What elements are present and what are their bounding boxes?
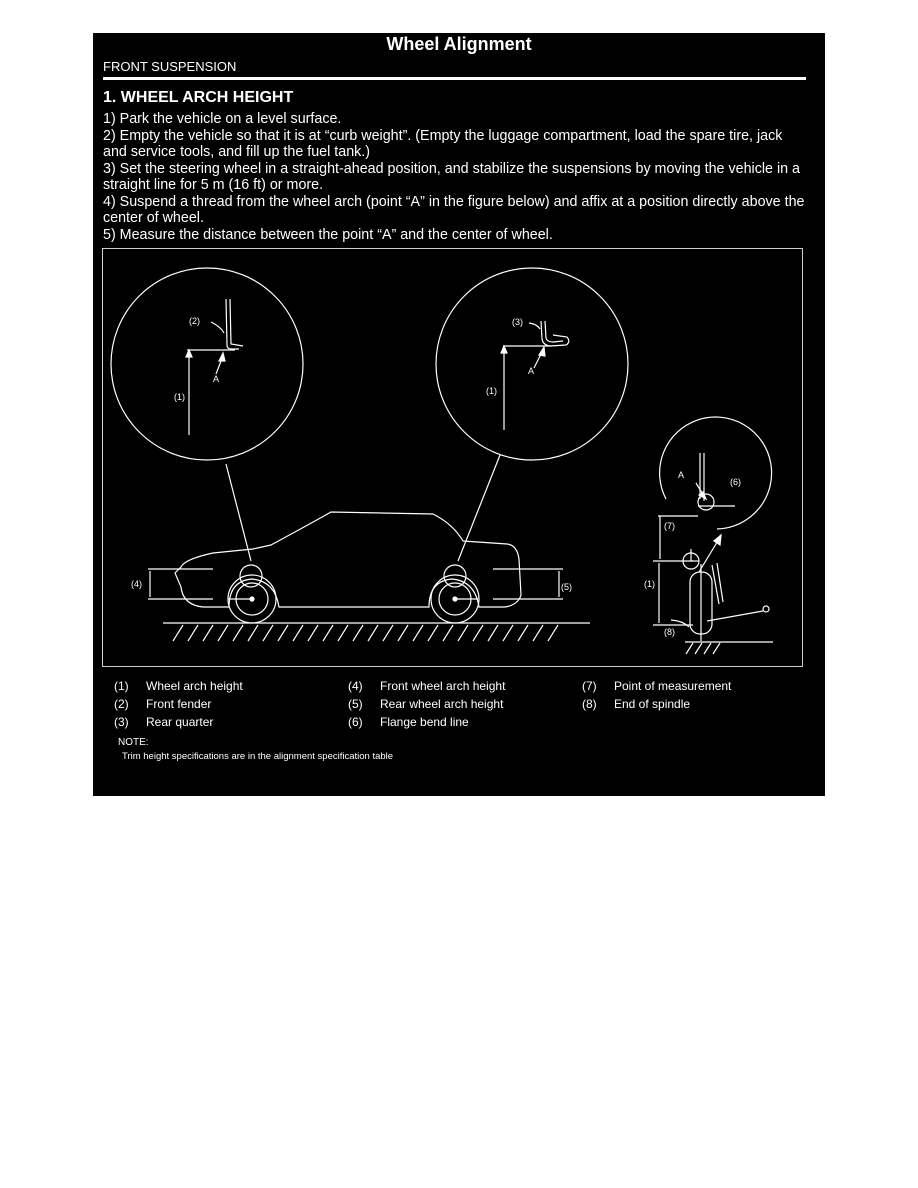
legend-item	[114, 713, 213, 731]
step-5: 5) Measure the distance between the point “A” and the center of wheel.	[103, 226, 553, 243]
label-a-rear: A	[528, 366, 535, 376]
wheel-arch-figure	[102, 248, 803, 667]
note-label: NOTE:	[118, 737, 149, 748]
label-front-fender: (2)	[189, 316, 200, 326]
legend-num: (3)	[114, 715, 129, 729]
spindle-detail-circle	[660, 417, 772, 529]
label-a-front: A	[213, 374, 220, 384]
step-4: 4) Suspend a thread from the wheel arch (point “A” in the figure below) and affix at a position directly above the center of wheel.	[103, 193, 805, 226]
legend-num: (8)	[582, 697, 597, 711]
legend-num: (7)	[582, 679, 597, 693]
legend-item	[348, 695, 503, 713]
step-1: 1) Park the vehicle on a level surface.	[103, 111, 342, 127]
legend-item	[348, 713, 469, 731]
legend-num: (6)	[348, 715, 363, 729]
header-divider	[103, 77, 806, 80]
label-rear-quarter: (3)	[512, 317, 523, 327]
front-detail-circle	[111, 268, 303, 460]
wheel-arch-diagram	[103, 249, 802, 666]
legend-item	[582, 695, 690, 713]
step-3: 3) Set the steering wheel in a straight-ahead position, and stabilize the suspensions by moving the vehicle in a straight line for 5 m (16 ft) or more.	[103, 160, 800, 193]
legend-label: Rear quarter	[146, 715, 214, 729]
front-fender-profile	[226, 299, 239, 349]
legend-label: Rear wheel arch height	[380, 697, 504, 711]
label-a-detail: A	[678, 470, 685, 480]
document-panel	[93, 33, 825, 796]
legend-label: Front wheel arch height	[380, 679, 506, 693]
label-front-arch-height: (4)	[131, 579, 142, 589]
legend-item	[114, 677, 243, 695]
legend-label: Point of measurement	[614, 679, 732, 693]
label-point-of-measurement: (7)	[664, 521, 675, 531]
label-end-of-spindle: (8)	[664, 627, 675, 637]
legend-item	[348, 677, 505, 695]
legend-item	[114, 695, 211, 713]
label-front-height: (1)	[174, 392, 185, 402]
label-rear-height: (1)	[486, 386, 497, 396]
legend-num: (5)	[348, 697, 363, 711]
section-label: FRONT SUSPENSION	[103, 59, 237, 74]
legend-label: Front fender	[146, 697, 212, 711]
legend-num: (1)	[114, 679, 129, 693]
label-arch-height-detail: (1)	[644, 579, 655, 589]
page-title: Wheel Alignment	[386, 34, 532, 54]
step-2: 2) Empty the vehicle so that it is at “curb weight”. (Empty the luggage compartment, load the spare tire, jack and service tools, and fill up the fuel tank.)	[103, 127, 783, 160]
note-text: Trim height specifications are in the alignment specification table	[122, 751, 394, 762]
legend-item	[582, 677, 731, 695]
rear-detail-circle	[436, 268, 628, 460]
legend-label: End of spindle	[614, 697, 691, 711]
legend-label: Wheel arch height	[146, 679, 243, 693]
legend-label: Flange bend line	[380, 715, 469, 729]
procedure-steps	[103, 111, 808, 243]
legend-num: (4)	[348, 679, 363, 693]
procedure-heading: 1. WHEEL ARCH HEIGHT	[103, 89, 294, 106]
label-flange-bend-line: (6)	[730, 477, 741, 487]
label-rear-arch-height: (5)	[561, 582, 572, 592]
legend-num: (2)	[114, 697, 129, 711]
